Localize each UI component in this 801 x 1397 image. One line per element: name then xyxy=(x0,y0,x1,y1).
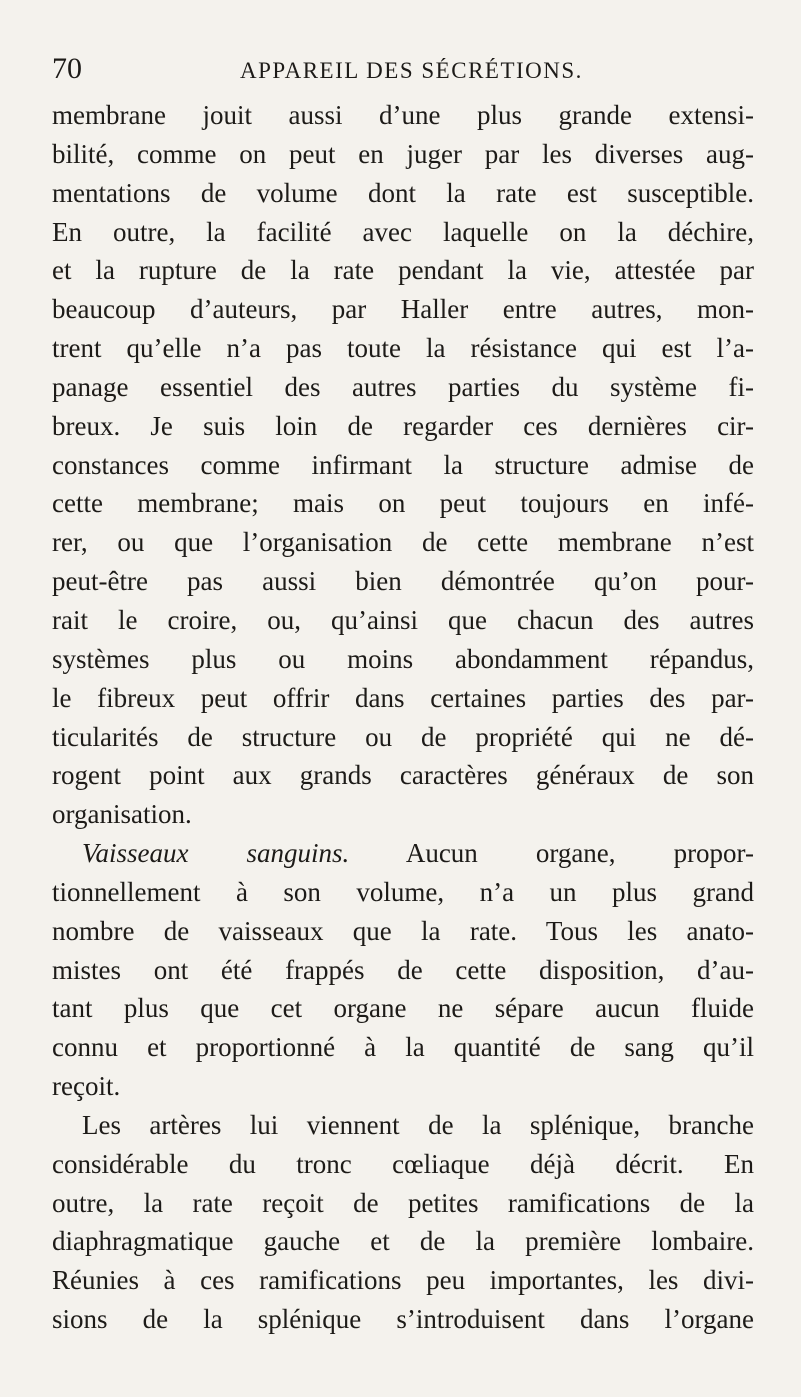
text-line: mistes ont été frappés de cette disposition, d’au- xyxy=(52,954,754,985)
text-line: systèmes plus ou moins abondamment répandus, xyxy=(52,643,754,674)
text-line: outre, la rate reçoit de petites ramifications de la xyxy=(52,1187,754,1218)
section-heading: Vaisseaux sanguins. xyxy=(82,838,350,869)
text-line: diaphragmatique gauche et de la première lombaire. xyxy=(52,1226,754,1257)
text-line: sions de la splénique s’introduisent dans l’organe xyxy=(52,1304,754,1335)
section-first-line xyxy=(52,834,754,873)
text-line: ticularités de structure ou de propriété qui ne dé- xyxy=(52,721,754,752)
text-line: constances comme infirmant la structure admise de xyxy=(52,449,754,480)
text-line: organisation. xyxy=(52,799,192,830)
text-line: rogent point aux grands caractères généraux de son xyxy=(52,760,754,791)
text-line: bilité, comme on peut en juger par les diverses aug- xyxy=(52,138,754,169)
text-line: reçoit. xyxy=(52,1071,121,1102)
text-line: nombre de vaisseaux que la rate. Tous les anato- xyxy=(52,915,754,946)
text-line: Les artères lui viennent de la splénique, branche xyxy=(82,1109,754,1140)
text-line: connu et proportionné à la quantité de sang qu’il xyxy=(52,1032,754,1063)
text-line: tionnellement à son volume, n’a un plus grand xyxy=(52,876,754,907)
running-head: APPAREIL DES SÉCRÉTIONS. xyxy=(240,58,583,83)
text-line: membrane jouit aussi d’une plus grande extensi- xyxy=(52,100,754,130)
text-line: beaucoup d’auteurs, par Haller entre autres, mon- xyxy=(52,294,754,325)
text-line: rer, ou que l’organisation de cette membrane n’est xyxy=(52,527,754,558)
text-line: cette membrane; mais on peut toujours en infé- xyxy=(52,488,754,519)
text-line: trent qu’elle n’a pas toute la résistance qui est l’a- xyxy=(52,333,754,364)
page-number: 70 xyxy=(52,52,82,85)
text-line: rait le croire, ou, qu’ainsi que chacun des autres xyxy=(52,604,754,635)
page-header xyxy=(52,52,752,92)
text-line: peut-être pas aussi bien démontrée qu’on pour- xyxy=(52,566,754,597)
text-line: le fibreux peut offrir dans certaines parties des par- xyxy=(52,682,754,713)
text-line: panage essentiel des autres parties du système fi- xyxy=(52,371,754,402)
text-line: et la rupture de la rate pendant la vie, attestée par xyxy=(52,255,754,286)
text-line: mentations de volume dont la rate est susceptible. xyxy=(52,177,754,208)
text-line: tant plus que cet organe ne sépare aucun fluide xyxy=(52,993,754,1024)
text-line: Réunies à ces ramifications peu importantes, les divi- xyxy=(52,1265,754,1296)
section-first-line-rest: Aucun organe, propor- xyxy=(349,838,754,869)
body-text xyxy=(52,96,754,1339)
text-line: breux. Je suis loin de regarder ces dernières cir- xyxy=(52,410,754,441)
text-line: considérable du tronc cœliaque déjà décrit. En xyxy=(52,1148,754,1179)
text-line: En outre, la facilité avec laquelle on la déchire, xyxy=(52,216,754,247)
